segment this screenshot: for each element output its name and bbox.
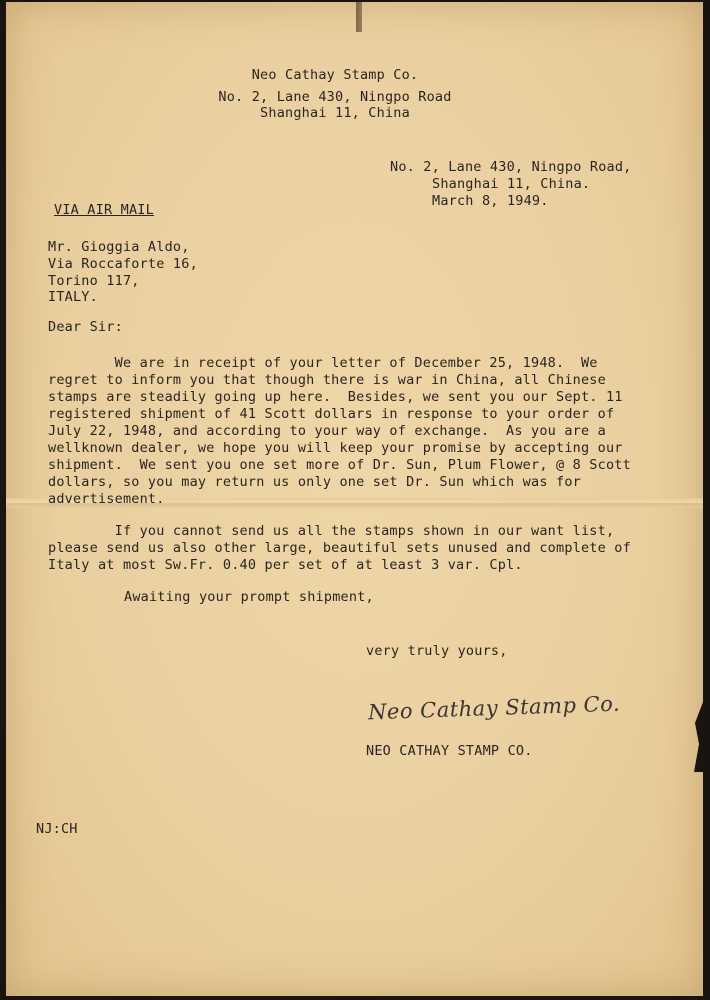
letterhead-street: No. 2, Lane 430, Ningpo Road <box>218 89 452 105</box>
recipient-city: Torino 117, <box>48 273 140 289</box>
body-line: stamps are steadily going up here. Besides, we sent you our Sept. 11 <box>48 389 623 405</box>
top-tear-mark <box>356 2 362 32</box>
body-line: regret to inform you that though there is war in China, all Chinese <box>48 372 606 388</box>
body-line: dollars, so you may return us only one set Dr. Sun which was for <box>48 474 581 490</box>
sender-city: Shanghai 11, China. <box>432 176 591 192</box>
body-line: If you cannot send us all the stamps shown in our want list, <box>48 523 615 539</box>
letter-date: March 8, 1949. <box>432 193 549 209</box>
body-line: July 22, 1948, and according to your way of exchange. As you are a <box>48 423 606 439</box>
body-line: We are in receipt of your letter of December 25, 1948. We <box>48 355 598 371</box>
signature-typed: NEO CATHAY STAMP CO. <box>366 743 533 759</box>
paragraph-2 <box>48 522 631 575</box>
closing: very truly yours, <box>366 643 508 659</box>
via-air-mail: VIA AIR MAIL <box>54 202 154 218</box>
paragraph-1 <box>48 354 631 509</box>
body-line: advertisement. <box>48 491 165 507</box>
letterhead-city: Shanghai 11, China <box>260 105 410 121</box>
letterhead-company: Neo Cathay Stamp Co. <box>251 67 419 83</box>
edge-tear <box>693 702 703 772</box>
salutation: Dear Sir: <box>48 319 123 335</box>
sender-street: No. 2, Lane 430, Ningpo Road, <box>390 159 632 175</box>
letter-paper <box>6 2 703 996</box>
recipient-country: ITALY. <box>48 289 98 305</box>
body-line: Italy at most Sw.Fr. 0.40 per set of at least 3 var. Cpl. <box>48 557 523 573</box>
body-line: shipment. We sent you one set more of Dr. Sun, Plum Flower, @ 8 Scott <box>48 457 631 473</box>
body-line: registered shipment of 41 Scott dollars in response to your order of <box>48 406 615 422</box>
recipient-name: Mr. Gioggia Aldo, <box>48 239 190 255</box>
paragraph-3: Awaiting your prompt shipment, <box>124 589 374 605</box>
body-line: please send us also other large, beautiful sets unused and complete of <box>48 540 631 556</box>
recipient-street: Via Roccaforte 16, <box>48 256 198 272</box>
initials: NJ:CH <box>36 821 78 837</box>
body-line: wellknown dealer, we hope you will keep your promise by accepting our <box>48 440 623 456</box>
handwritten-signature: Neo Cathay Stamp Co. <box>367 691 621 725</box>
